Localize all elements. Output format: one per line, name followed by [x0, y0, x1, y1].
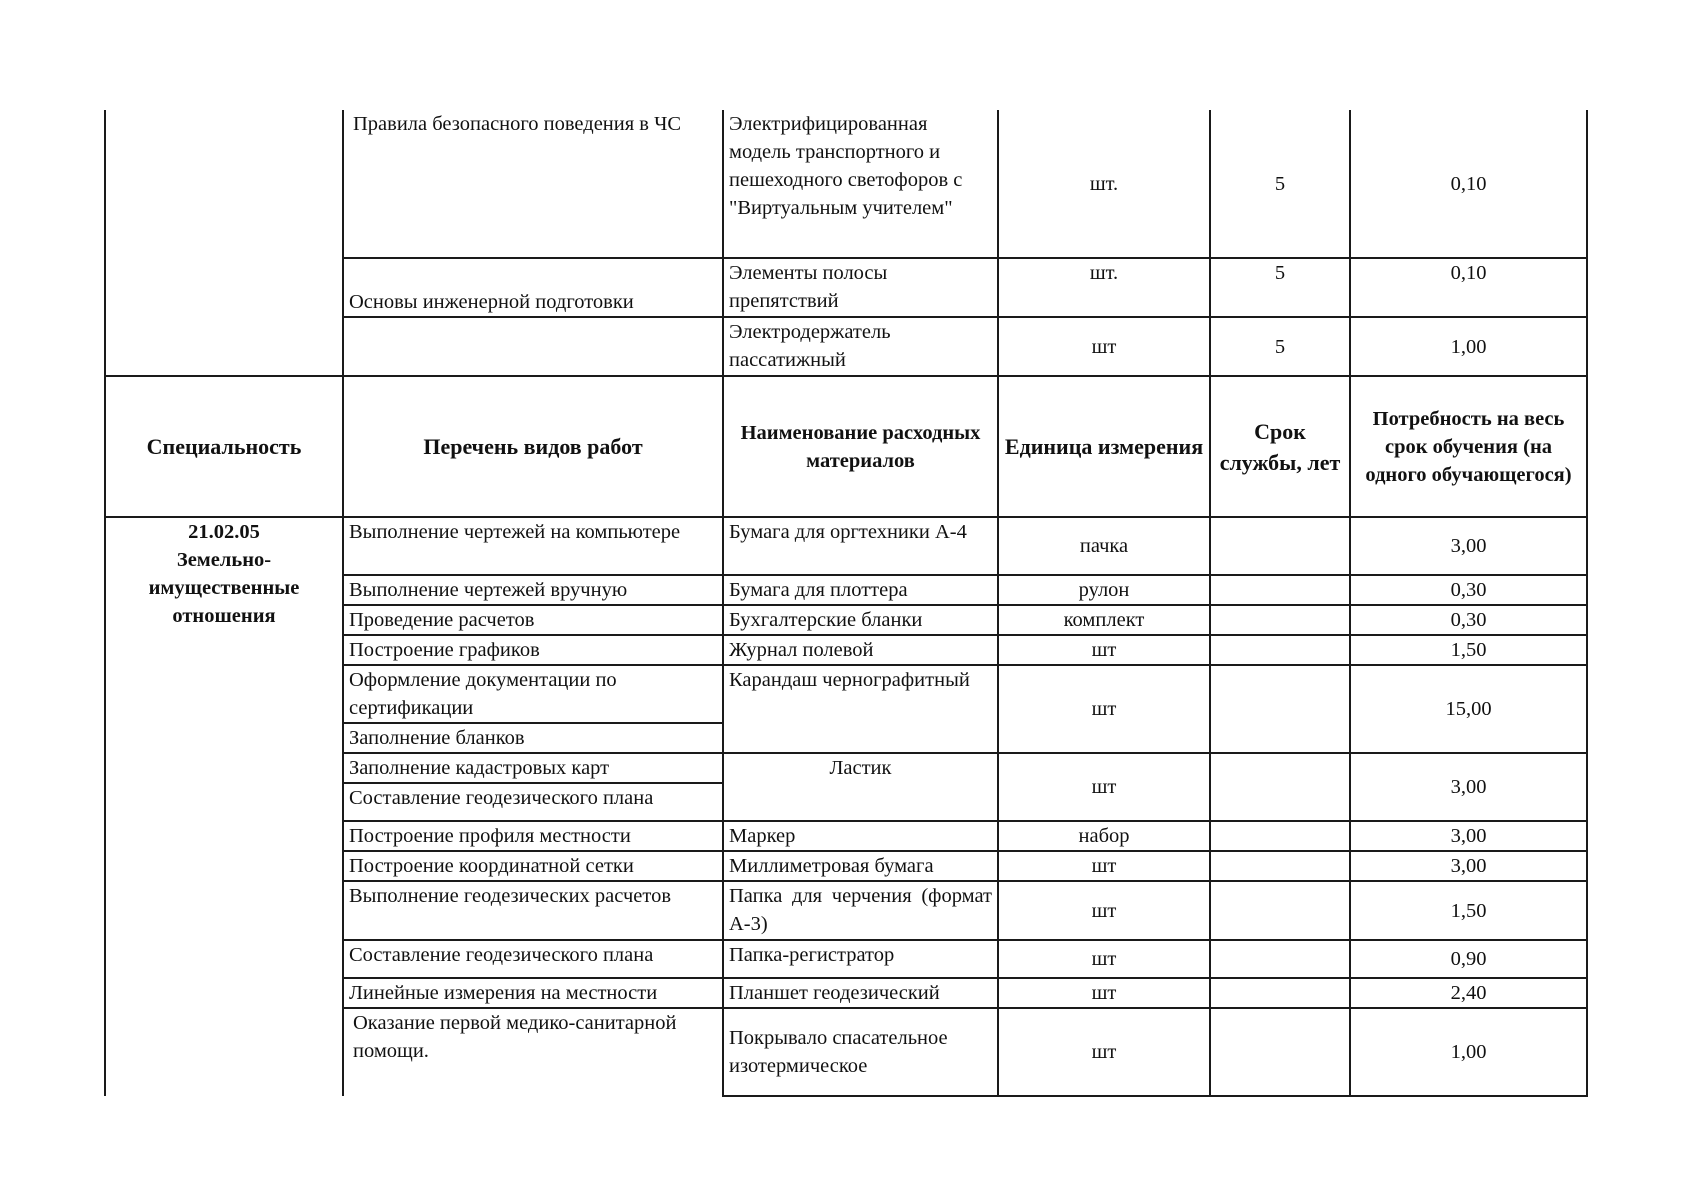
header-material: Наименование расходных материалов [723, 376, 998, 517]
unit-cell: шт [998, 881, 1210, 940]
work-cell: Выполнение чертежей вручную [343, 575, 723, 605]
header-term: Срок службы, лет [1210, 376, 1350, 517]
material-cell: Ластик [723, 753, 998, 821]
unit-cell: шт [998, 635, 1210, 665]
need-cell: 15,00 [1350, 665, 1587, 753]
work-cell: Выполнение геодезических расчетов [343, 881, 723, 940]
work-cell: Заполнение бланков [343, 723, 723, 753]
term-cell: 5 [1210, 110, 1350, 258]
need-cell: 2,40 [1350, 978, 1587, 1008]
material-cell: Покрывало спасательное изотермическое [723, 1008, 998, 1096]
term-cell [1210, 753, 1350, 821]
need-cell: 0,10 [1350, 258, 1587, 317]
material-cell: Бумага для оргтехники А-4 [723, 517, 998, 575]
unit-cell: шт [998, 851, 1210, 881]
need-cell: 1,50 [1350, 635, 1587, 665]
need-cell: 1,00 [1350, 1008, 1587, 1096]
term-cell [1210, 851, 1350, 881]
materials-table [104, 110, 1588, 1097]
term-cell: 5 [1210, 258, 1350, 317]
specialty-name: Земельно-имущественные отношения [148, 549, 300, 627]
work-cell: Построение профиля местности [343, 821, 723, 851]
unit-cell: шт [998, 1008, 1210, 1096]
unit-cell: шт [998, 753, 1210, 821]
table-row [105, 110, 1587, 258]
material-cell: Папка для черчения (формат А-3) [723, 881, 998, 940]
unit-cell: шт. [998, 258, 1210, 317]
need-cell: 3,00 [1350, 753, 1587, 821]
material-cell: Электрифицированная модель транспортного и пешеходного светофоров с "Виртуальным учителем" [723, 110, 998, 258]
material-cell: Папка-регистратор [723, 940, 998, 978]
need-cell: 0,10 [1350, 110, 1587, 258]
material-cell: Элементы полосы препятствий [723, 258, 998, 317]
material-cell: Бумага для плоттера [723, 575, 998, 605]
unit-cell: шт [998, 665, 1210, 753]
header-need: Потребность на весь срок обучения (на одного обучающегося) [1350, 376, 1587, 517]
need-cell: 3,00 [1350, 821, 1587, 851]
specialty-code: 21.02.05 [188, 521, 260, 543]
unit-cell: набор [998, 821, 1210, 851]
need-cell: 1,50 [1350, 881, 1587, 940]
work-cell: Выполнение чертежей на компьютере [343, 517, 723, 575]
header-works: Перечень видов работ [343, 376, 723, 517]
material-cell: Планшет геодезический [723, 978, 998, 1008]
term-cell [1210, 665, 1350, 753]
term-cell [1210, 1008, 1350, 1096]
material-cell: Бухгалтерские бланки [723, 605, 998, 635]
table-header-row [105, 376, 1587, 517]
term-cell [1210, 605, 1350, 635]
work-cell: Построение координатной сетки [343, 851, 723, 881]
work-cell: Проведение расчетов [343, 605, 723, 635]
table-row [105, 517, 1587, 575]
term-cell: 5 [1210, 317, 1350, 376]
need-cell: 3,00 [1350, 517, 1587, 575]
material-cell: Карандаш чернографитный [723, 665, 998, 753]
specialty-cell-empty [105, 110, 343, 376]
need-cell: 0,90 [1350, 940, 1587, 978]
need-cell: 1,00 [1350, 317, 1587, 376]
work-cell: Линейные измерения на местности [343, 978, 723, 1008]
unit-cell: шт [998, 317, 1210, 376]
term-cell [1210, 881, 1350, 940]
material-cell: Электродержатель пассатижный [723, 317, 998, 376]
work-cell: Основы инженерной подготовки [343, 258, 723, 317]
unit-cell: шт [998, 940, 1210, 978]
term-cell [1210, 575, 1350, 605]
term-cell [1210, 940, 1350, 978]
work-cell: Составление геодезического плана [343, 783, 723, 821]
term-cell [1210, 821, 1350, 851]
work-cell: Правила безопасного поведения в ЧС [343, 110, 723, 258]
need-cell: 3,00 [1350, 851, 1587, 881]
work-cell: Оформление документации по сертификации [343, 665, 723, 723]
unit-cell: пачка [998, 517, 1210, 575]
term-cell [1210, 635, 1350, 665]
header-unit: Единица измерения [998, 376, 1210, 517]
unit-cell: рулон [998, 575, 1210, 605]
work-cell: Оказание первой медико-санитарной помощи. [343, 1008, 723, 1096]
specialty-cell [105, 517, 343, 1096]
need-cell: 0,30 [1350, 605, 1587, 635]
need-cell: 0,30 [1350, 575, 1587, 605]
material-cell: Журнал полевой [723, 635, 998, 665]
material-cell: Миллиметровая бумага [723, 851, 998, 881]
header-specialty: Специальность [105, 376, 343, 517]
work-cell [343, 317, 723, 376]
term-cell [1210, 517, 1350, 575]
term-cell [1210, 978, 1350, 1008]
work-cell: Построение графиков [343, 635, 723, 665]
material-cell: Маркер [723, 821, 998, 851]
unit-cell: комплект [998, 605, 1210, 635]
work-cell: Заполнение кадастровых карт [343, 753, 723, 783]
work-cell: Составление геодезического плана [343, 940, 723, 978]
unit-cell: шт [998, 978, 1210, 1008]
unit-cell: шт. [998, 110, 1210, 258]
